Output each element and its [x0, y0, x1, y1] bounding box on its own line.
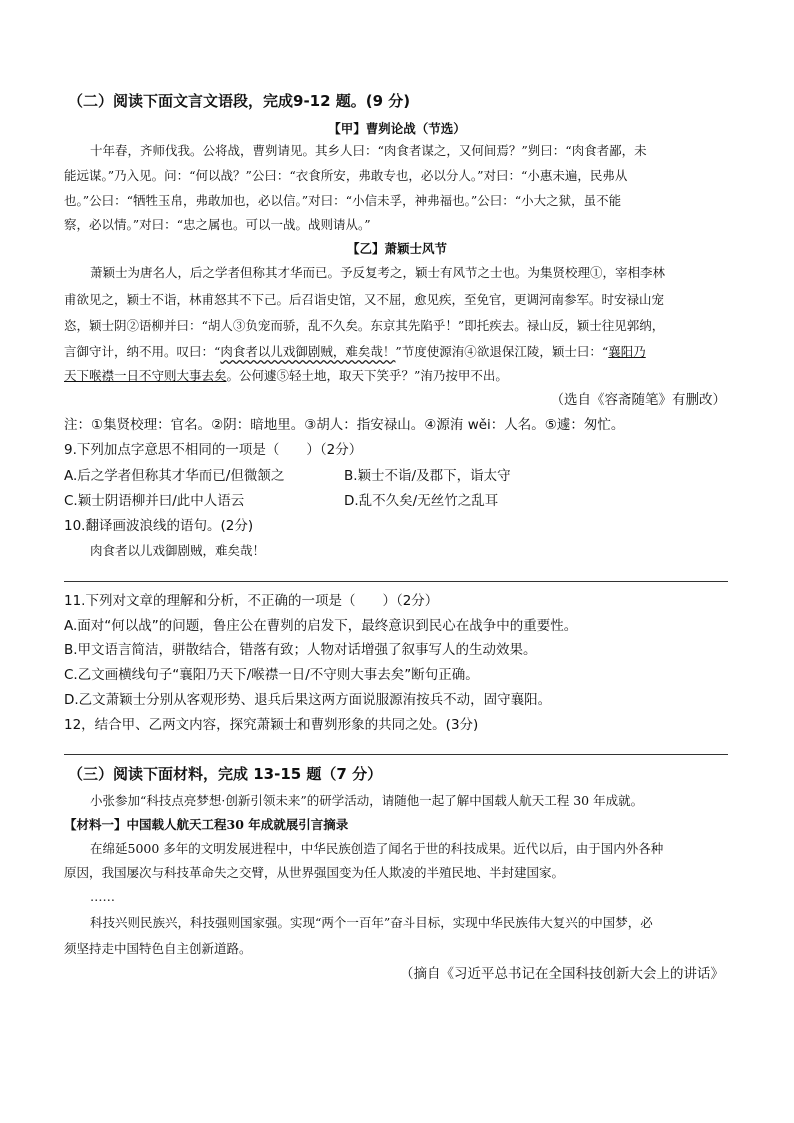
underlined-sentence-part-1: 襄阳乃	[608, 344, 646, 359]
q9-stem: 9.下列加点字意思不相同的一项是（ ）（2分）	[64, 442, 363, 458]
yi-line-4	[64, 343, 646, 361]
yi-line-2: 甫欲见之，颖士不诣，林甫怒其不下己。后召诣史馆，又不屈，愈见疾，至免官，更调河南参军。时安禄山宠	[64, 292, 665, 307]
material1-source: （摘自《习近平总书记在全国科技创新大会上的讲话》	[400, 966, 724, 982]
yi-line-3: 恣，颖士阴②语柳并曰：“胡人③负宠而骄，乱不久矣。东京其先陷乎！”即托疾去。禄山反，颖士往见郭纳，	[64, 318, 665, 333]
yi-line-1: 萧颖士为唐名人，后之学者但称其才华而已。予反复考之，颖士有风节之士也。为集贤校理①，宰相李林	[90, 265, 666, 280]
q10-stem: 10.翻译画波浪线的语句。(2分)	[64, 518, 254, 534]
q11-option-b: B.甲文语言简洁，骈散结合，错落有致；人物对话增强了叙事写人的生动效果。	[64, 642, 537, 658]
q9-option-a: A.后之学者但称其才华而已/但微颔之	[64, 468, 285, 484]
q11-option-c: C.乙文画横线句子“襄阳乃天下/喉襟一日/不守则大事去矣”断句正确。	[64, 667, 479, 683]
q11-option-d: D.乙文萧颖士分别从客观形势、退兵后果这两方面说服源洧按兵不动，固守襄阳。	[64, 692, 552, 708]
material1-p2-line2: 须坚持走中国特色自主创新道路。	[64, 941, 252, 956]
section3-heading: （三）阅读下面材料，完成 13-15 题（7 分）	[68, 765, 383, 783]
q9-option-b: B.颖士不诣/及郡下，诣太守	[344, 468, 511, 484]
q9-option-c: C.颖士阴语柳并曰/此中人语云	[64, 493, 245, 509]
yi-line-5-end: 。公何遽⑤轻土地，取天下笑乎？”洧乃按甲不出。	[226, 368, 508, 383]
q11-option-a: A.面对“何以战”的问题，鲁庄公在曹刿的启发下，最终意识到民心在战争中的重要性。	[64, 618, 578, 634]
material1-p1-line2: 原因，我国屡次与科技革命失之交臂，从世界强国变为任人欺凌的半殖民地、半封建国家。	[64, 865, 565, 880]
yi-title: 【乙】萧颖士风节	[346, 241, 447, 256]
q10-sentence: 肉食者以儿戏御剧贼，难矣哉！	[90, 543, 266, 558]
jia-line-1: 十年春，齐师伐我。公将战，曹刿请见。其乡人曰：“肉食者谋之，又何间焉？”刿曰：“肉食者鄙，未	[90, 143, 647, 158]
yi-line-5	[64, 367, 508, 385]
material1-p2-line1: 科技兴则民族兴，科技强则国家强。实现“两个一百年”奋斗目标，实现中华民族伟大复兴的中国梦，必	[90, 915, 653, 930]
yi-line-4-middle: ”节度使源洧④欲退保江陵，颖士曰：“	[395, 344, 609, 359]
answer-line-q10	[64, 581, 728, 582]
q9-option-d: D.乱不久矣/无丝竹之乱耳	[344, 493, 499, 509]
yi-line-4-start: 言御守计，纳不用。叹曰：	[64, 344, 215, 359]
section3-intro: 小张参加“科技点亮梦想·创新引领未来”的研学活动，请随他一起了解中国载人航天工程 30 年成就。	[90, 793, 644, 808]
jia-line-3: 也。”公曰：“牺牲玉帛，弗敢加也，必以信。”对曰：“小信未孚，神弗福也。”公曰：“小大之狱，虽不能	[64, 193, 622, 208]
answer-line-q12	[64, 754, 728, 755]
jia-line-4: 察，必以情。”对曰：“忠之属也。可以一战。战则请从。”	[64, 217, 371, 232]
wavy-underlined-sentence: 肉食者以儿戏御剧贼，难矣哉！	[220, 344, 396, 359]
section2-heading: （二）阅读下面文言文语段，完成9-12 题。(9 分)	[68, 92, 411, 110]
section2-source: （选自《容斋随笔》有删改）	[550, 392, 726, 408]
yi-quote-open: “	[214, 344, 221, 359]
underlined-sentence-part-2: 天下喉襟一日不守则大事去矣	[64, 368, 227, 383]
q11-stem: 11.下列对文章的理解和分析，不正确的一项是（ ）（2分）	[64, 593, 439, 609]
material1-title: 【材料一】中国载人航天工程30 年成就展引言摘录	[64, 817, 349, 832]
material1-ellipsis: ……	[90, 889, 115, 904]
notes: 注：①集贤校理：官名。②阴：暗地里。③胡人：指安禄山。④源洧 wěi：人名。⑤遽：匆忙。	[64, 417, 625, 433]
material1-p1-line1: 在绵延5000 多年的文明发展进程中，中华民族创造了闻名于世的科技成果。近代以后，由于国内外各种	[90, 841, 664, 856]
q12-stem: 12，结合甲、乙两文内容，探究萧颖士和曹刿形象的共同之处。(3分)	[64, 717, 479, 733]
jia-title: 【甲】曹刿论战（节选）	[328, 121, 466, 136]
jia-line-2: 能远谋。”乃入见。问：“何以战？”公曰：“衣食所安，弗敢专也，必以分人。”对曰：“小惠未遍，民弗从	[64, 168, 628, 183]
